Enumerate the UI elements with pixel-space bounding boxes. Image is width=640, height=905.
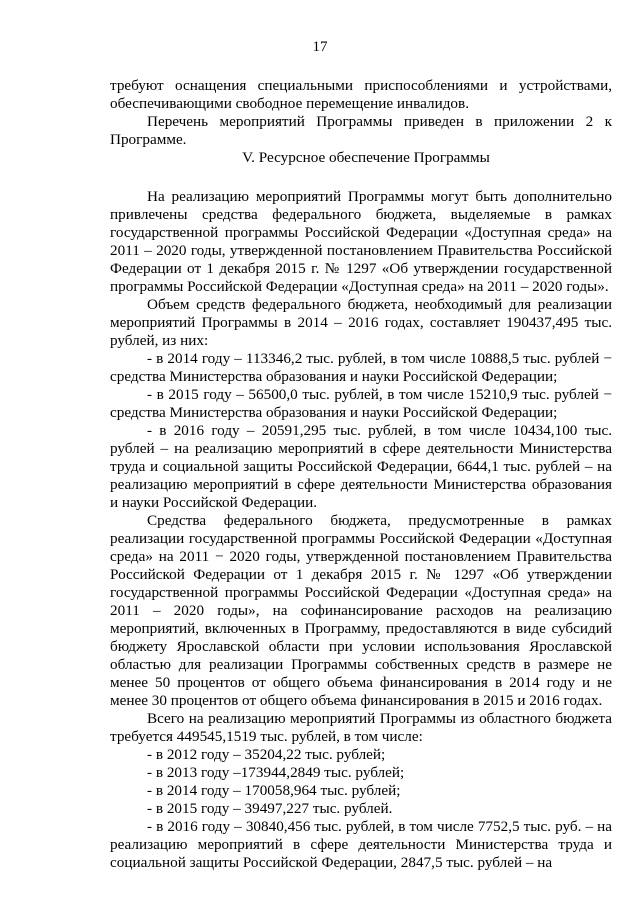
document-body bbox=[110, 77, 612, 872]
list-item: - в 2016 году – 30840,456 тыс. рублей, в том числе 7752,5 тыс. руб. – на реализацию мероприятий в сфере деятельности Министерства труда и социальной защиты Российской Федерации, 2847,5 тыс. рублей – на bbox=[110, 818, 612, 871]
list-item: - в 2014 году – 170058,964 тыс. рублей; bbox=[147, 782, 401, 799]
list-item: - в 2013 году –173944,2849 тыс. рублей; bbox=[147, 764, 405, 781]
section-title: V. Ресурсное обеспечение Программы bbox=[242, 149, 490, 166]
list-item: - в 2015 году – 39497,227 тыс. рублей. bbox=[147, 800, 393, 817]
paragraph: требуют оснащения специальными приспособлениями и устройствами, обеспечивающими свободное перемещение инвалидов. bbox=[110, 77, 612, 112]
list-item: - в 2015 году – 56500,0 тыс. рублей, в том числе 15210,9 тыс. рублей − средства Министерства образования и науки Российской Федерации; bbox=[110, 386, 612, 421]
paragraph: Всего на реализацию мероприятий Программы из областного бюджета требуется 449545,1519 тыс. рублей, в том числе: bbox=[110, 710, 612, 745]
list-item: - в 2016 году – 20591,295 тыс. рублей, в том числе 10434,100 тыс. рублей – на реализацию мероприятий в сфере деятельности Министерства труда и социальной защиты Российской Федерации, 6644,1 тыс. рублей – на реализацию мероприятий в сфере деятельности Министерства образования и науки Российской Федерации. bbox=[110, 422, 612, 511]
paragraph: На реализацию мероприятий Программы могут быть дополнительно привлечены средства федерального бюджета, выделяемые в рамках государственной программы Российской Федерации «Доступная среда» на 2011 – 2020 годы, утвержденной постановлением Правительства Российской Федерации от 1 декабря 2015 г. № 1297 «Об утверждении государственной программы Российской Федерации «Доступная среда» на 2011 – 2020 годы». bbox=[110, 188, 612, 295]
paragraph: Объем средств федерального бюджета, необходимый для реализации мероприятий Программы в 2014 – 2016 годах, составляет 190437,495 тыс. рублей, из них: bbox=[110, 296, 612, 349]
page-number: 17 bbox=[312, 39, 328, 55]
paragraph: Перечень мероприятий Программы приведен в приложении 2 к Программе. bbox=[110, 113, 612, 148]
paragraph: Средства федерального бюджета, предусмотренные в рамках реализации государственной программы Российской Федерации «Доступная среда» на 2011 − 2020 годы, утвержденной постановлением Правительства Российской Федерации от 1 декабря 2015 г. № 1297 «Об утверждении государственной программы Российской Федерации «Доступная среда» на 2011 – 2020 годы», на софинансирование расходов на реализацию мероприятий, включенных в Программу, предоставляются в виде субсидий бюджету Ярославской области при условии использования Ярославской областью для реализации Программы собственных средств в размере не менее 50 процентов от общего объема финансирования в 2014 году и не менее 30 процентов от общего объема финансирования в 2015 и 2016 годах. bbox=[110, 512, 612, 709]
list-item: - в 2012 году – 35204,22 тыс. рублей; bbox=[147, 746, 386, 763]
list-item: - в 2014 году – 113346,2 тыс. рублей, в том числе 10888,5 тыс. рублей − средства Министерства образования и науки Российской Федерации; bbox=[110, 350, 612, 385]
